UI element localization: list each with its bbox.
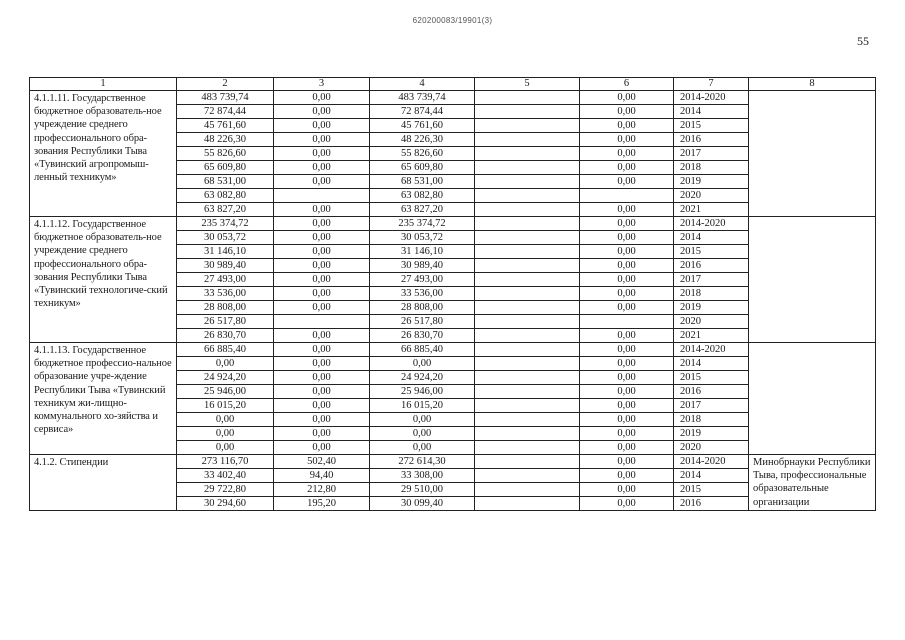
header-row [30,78,876,91]
cell-col-7: 2018 [674,413,749,427]
cell-col-3: 0,00 [274,287,370,301]
cell-col-6: 0,00 [580,483,674,497]
cell-col-5 [475,371,580,385]
cell-col-5 [475,105,580,119]
executor-cell [749,217,876,343]
cell-col-7: 2021 [674,203,749,217]
cell-col-4: 31 146,10 [370,245,475,259]
header-col-7: 7 [674,78,749,91]
cell-col-5 [475,287,580,301]
cell-col-7: 2020 [674,315,749,329]
cell-col-5 [475,497,580,511]
cell-col-2: 30 053,72 [177,231,274,245]
cell-col-6 [580,315,674,329]
cell-col-4: 16 015,20 [370,399,475,413]
cell-col-2: 273 116,70 [177,455,274,469]
cell-col-6: 0,00 [580,301,674,315]
cell-col-7: 2016 [674,259,749,273]
cell-col-3: 0,00 [274,245,370,259]
table-row [30,343,876,357]
cell-col-2: 55 826,60 [177,147,274,161]
cell-col-7: 2020 [674,189,749,203]
cell-col-4: 0,00 [370,413,475,427]
header-col-2: 2 [177,78,274,91]
cell-col-3: 0,00 [274,385,370,399]
header-col-6: 6 [580,78,674,91]
cell-col-4: 55 826,60 [370,147,475,161]
cell-col-6: 0,00 [580,357,674,371]
cell-col-2: 25 946,00 [177,385,274,399]
cell-col-4: 30 053,72 [370,231,475,245]
cell-col-7: 2018 [674,287,749,301]
cell-col-2: 30 989,40 [177,259,274,273]
cell-col-3: 0,00 [274,231,370,245]
table-header [30,78,876,91]
cell-col-3: 0,00 [274,301,370,315]
cell-col-5 [475,385,580,399]
cell-col-2: 0,00 [177,413,274,427]
budget-table [29,77,876,511]
cell-col-3: 0,00 [274,343,370,357]
cell-col-3: 0,00 [274,273,370,287]
cell-col-3: 0,00 [274,357,370,371]
cell-col-2: 24 924,20 [177,371,274,385]
cell-col-6: 0,00 [580,161,674,175]
cell-col-4: 26 517,80 [370,315,475,329]
header-col-1: 1 [30,78,177,91]
cell-col-6: 0,00 [580,175,674,189]
cell-col-5 [475,301,580,315]
cell-col-6: 0,00 [580,343,674,357]
cell-col-2: 28 808,00 [177,301,274,315]
cell-col-3: 0,00 [274,175,370,189]
item-name-cell: 4.1.2. Стипендии [30,455,177,511]
cell-col-5 [475,427,580,441]
cell-col-5 [475,245,580,259]
cell-col-4: 272 614,30 [370,455,475,469]
cell-col-2: 31 146,10 [177,245,274,259]
cell-col-7: 2019 [674,427,749,441]
cell-col-2: 63 082,80 [177,189,274,203]
header-col-4: 4 [370,78,475,91]
cell-col-2: 27 493,00 [177,273,274,287]
cell-col-2: 68 531,00 [177,175,274,189]
cell-col-3: 0,00 [274,105,370,119]
cell-col-4: 0,00 [370,427,475,441]
cell-col-4: 26 830,70 [370,329,475,343]
cell-col-7: 2014 [674,357,749,371]
cell-col-2: 26 517,80 [177,315,274,329]
cell-col-7: 2014 [674,469,749,483]
cell-col-2: 29 722,80 [177,483,274,497]
cell-col-2: 72 874,44 [177,105,274,119]
item-name-cell: 4.1.1.11. Государственное бюджетное образователь-ное учреждение среднего профессионального обра-зования Республики Тыва «Тувинский агропромыш-ленный техникум» [30,91,177,217]
cell-col-5 [475,175,580,189]
item-name-cell: 4.1.1.12. Государственное бюджетное образователь-ное учреждение среднего профессионального обра-зования Республики Тыва «Тувинский технологиче-ский техникум» [30,217,177,343]
cell-col-7: 2016 [674,133,749,147]
cell-col-7: 2019 [674,301,749,315]
document-code: 620200083/19901(3) [412,16,493,25]
cell-col-7: 2018 [674,161,749,175]
cell-col-5 [475,119,580,133]
cell-col-2: 48 226,30 [177,133,274,147]
cell-col-7: 2014 [674,105,749,119]
table-row [30,91,876,105]
cell-col-2: 30 294,60 [177,497,274,511]
cell-col-3: 0,00 [274,91,370,105]
cell-col-5 [475,259,580,273]
cell-col-6: 0,00 [580,133,674,147]
cell-col-4: 27 493,00 [370,273,475,287]
table-body [30,91,876,511]
cell-col-5 [475,413,580,427]
cell-col-7: 2019 [674,175,749,189]
cell-col-5 [475,133,580,147]
cell-col-5 [475,329,580,343]
item-name-cell: 4.1.1.13. Государственное бюджетное профессио-нальное образование учре-ждение Республики Тыва «Тувинский техникум жи-лищно-коммунального хо-зяйства и сервиса» [30,343,177,455]
cell-col-6: 0,00 [580,469,674,483]
cell-col-5 [475,455,580,469]
cell-col-7: 2017 [674,147,749,161]
executor-cell [749,91,876,217]
cell-col-5 [475,273,580,287]
cell-col-3: 212,80 [274,483,370,497]
cell-col-2: 16 015,20 [177,399,274,413]
cell-col-2: 26 830,70 [177,329,274,343]
cell-col-6: 0,00 [580,371,674,385]
cell-col-5 [475,231,580,245]
cell-col-6: 0,00 [580,329,674,343]
cell-col-3: 0,00 [274,371,370,385]
cell-col-6: 0,00 [580,245,674,259]
cell-col-4: 0,00 [370,357,475,371]
cell-col-2: 235 374,72 [177,217,274,231]
cell-col-3 [274,315,370,329]
cell-col-4: 68 531,00 [370,175,475,189]
cell-col-4: 28 808,00 [370,301,475,315]
executor-cell [749,343,876,455]
cell-col-3: 94,40 [274,469,370,483]
cell-col-5 [475,441,580,455]
cell-col-6: 0,00 [580,259,674,273]
cell-col-6: 0,00 [580,287,674,301]
cell-col-5 [475,469,580,483]
cell-col-6: 0,00 [580,217,674,231]
cell-col-3: 0,00 [274,147,370,161]
cell-col-6: 0,00 [580,231,674,245]
cell-col-7: 2016 [674,497,749,511]
cell-col-4: 30 099,40 [370,497,475,511]
cell-col-2: 45 761,60 [177,119,274,133]
cell-col-6: 0,00 [580,413,674,427]
cell-col-6: 0,00 [580,399,674,413]
cell-col-5 [475,189,580,203]
cell-col-5 [475,161,580,175]
cell-col-5 [475,217,580,231]
cell-col-3: 0,00 [274,427,370,441]
cell-col-4: 33 308,00 [370,469,475,483]
cell-col-3: 0,00 [274,133,370,147]
cell-col-7: 2014 [674,231,749,245]
cell-col-7: 2014-2020 [674,455,749,469]
cell-col-4: 30 989,40 [370,259,475,273]
cell-col-4: 33 536,00 [370,287,475,301]
cell-col-5 [475,147,580,161]
table-row [30,217,876,231]
cell-col-2: 0,00 [177,427,274,441]
cell-col-5 [475,343,580,357]
cell-col-4: 29 510,00 [370,483,475,497]
cell-col-7: 2014-2020 [674,217,749,231]
cell-col-4: 66 885,40 [370,343,475,357]
cell-col-3: 502,40 [274,455,370,469]
cell-col-5 [475,483,580,497]
cell-col-3: 195,20 [274,497,370,511]
cell-col-4: 24 924,20 [370,371,475,385]
cell-col-4: 63 082,80 [370,189,475,203]
cell-col-6: 0,00 [580,105,674,119]
cell-col-5 [475,203,580,217]
cell-col-7: 2015 [674,119,749,133]
cell-col-7: 2015 [674,371,749,385]
cell-col-3: 0,00 [274,259,370,273]
cell-col-3: 0,00 [274,203,370,217]
cell-col-5 [475,91,580,105]
cell-col-3 [274,189,370,203]
cell-col-7: 2021 [674,329,749,343]
header-col-5: 5 [475,78,580,91]
cell-col-7: 2015 [674,245,749,259]
header-col-3: 3 [274,78,370,91]
cell-col-7: 2014-2020 [674,343,749,357]
cell-col-6: 0,00 [580,455,674,469]
cell-col-6: 0,00 [580,119,674,133]
cell-col-7: 2020 [674,441,749,455]
executor-cell: Минобрнауки Республики Тыва, профессиональные образовательные организации [749,455,876,511]
cell-col-4: 483 739,74 [370,91,475,105]
cell-col-2: 0,00 [177,357,274,371]
cell-col-2: 66 885,40 [177,343,274,357]
cell-col-6: 0,00 [580,497,674,511]
cell-col-7: 2016 [674,385,749,399]
cell-col-4: 45 761,60 [370,119,475,133]
cell-col-2: 0,00 [177,441,274,455]
cell-col-5 [475,399,580,413]
cell-col-4: 48 226,30 [370,133,475,147]
cell-col-3: 0,00 [274,329,370,343]
cell-col-7: 2017 [674,273,749,287]
cell-col-2: 65 609,80 [177,161,274,175]
cell-col-4: 25 946,00 [370,385,475,399]
cell-col-6: 0,00 [580,385,674,399]
cell-col-2: 483 739,74 [177,91,274,105]
cell-col-4: 65 609,80 [370,161,475,175]
cell-col-5 [475,315,580,329]
cell-col-5 [475,357,580,371]
cell-col-6: 0,00 [580,147,674,161]
cell-col-3: 0,00 [274,399,370,413]
cell-col-3: 0,00 [274,217,370,231]
cell-col-4: 63 827,20 [370,203,475,217]
cell-col-6: 0,00 [580,441,674,455]
cell-col-6: 0,00 [580,91,674,105]
cell-col-4: 72 874,44 [370,105,475,119]
table-row [30,455,876,469]
cell-col-3: 0,00 [274,119,370,133]
cell-col-7: 2014-2020 [674,91,749,105]
cell-col-7: 2015 [674,483,749,497]
cell-col-2: 33 536,00 [177,287,274,301]
cell-col-6: 0,00 [580,427,674,441]
cell-col-6: 0,00 [580,203,674,217]
cell-col-3: 0,00 [274,413,370,427]
page-number: 55 [857,34,869,48]
cell-col-3: 0,00 [274,161,370,175]
cell-col-3: 0,00 [274,441,370,455]
cell-col-4: 0,00 [370,441,475,455]
cell-col-7: 2017 [674,399,749,413]
cell-col-2: 33 402,40 [177,469,274,483]
cell-col-2: 63 827,20 [177,203,274,217]
header-col-8: 8 [749,78,876,91]
cell-col-4: 235 374,72 [370,217,475,231]
cell-col-6: 0,00 [580,273,674,287]
cell-col-6 [580,189,674,203]
